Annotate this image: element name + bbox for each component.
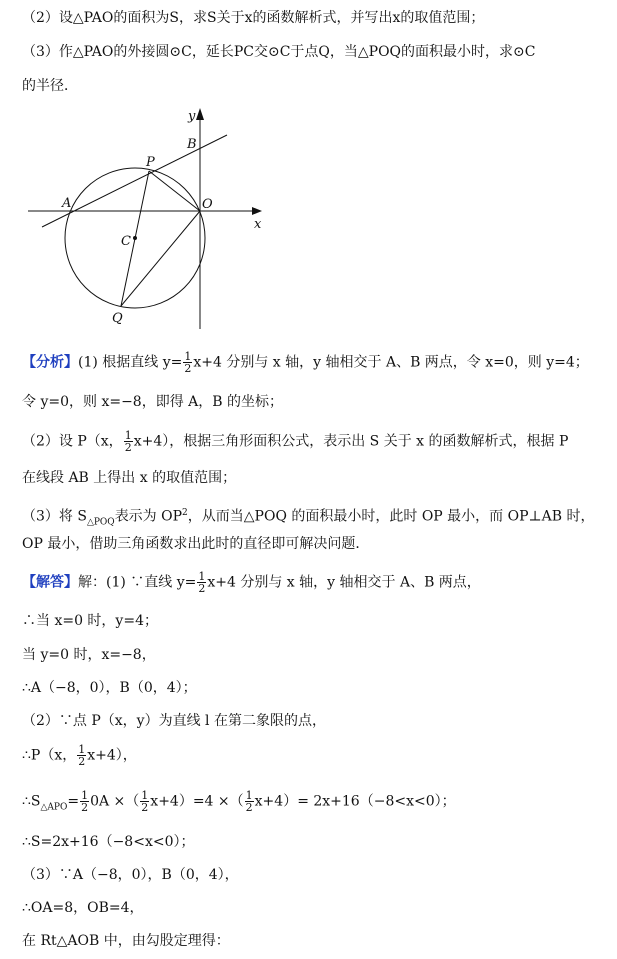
fraction-half: $\frac{1}{2}$ bbox=[184, 350, 192, 375]
y-axis-arrow bbox=[196, 108, 204, 120]
geometry-figure bbox=[22, 104, 278, 334]
label-b: B bbox=[187, 137, 197, 152]
analysis-line-2: 令 y=0，则 x=−8，即得 A，B 的坐标； bbox=[22, 394, 284, 410]
solution-line-11: 在 Rt△AOB 中，由勾股定理得： bbox=[22, 933, 230, 949]
label-p: P bbox=[146, 155, 155, 170]
analysis-line-4: 在线段 AB 上得出 x 的取值范围； bbox=[22, 470, 237, 486]
label-x: x bbox=[254, 217, 262, 232]
solution-line-9: （3）∵A（−8，0），B（0，4）， bbox=[22, 867, 239, 883]
label-o: O bbox=[202, 197, 213, 212]
analysis-line-6: OP 最小，借助三角函数求出此时的直径即可解决问题． bbox=[22, 536, 370, 552]
label-c: C bbox=[121, 234, 131, 249]
segment-po bbox=[149, 171, 200, 211]
analysis-line-5: （3）将 $S_{\triangle POQ}$表示为 $OP^2$，从而当△POQ 的面积最小时，此时 OP 最小，而 OP⊥AB 时， bbox=[22, 508, 595, 528]
question-part-2: （2）设△PAO的面积为S，求S关于x的函数解析式，并写出x的取值范围； bbox=[22, 10, 485, 26]
label-q: Q bbox=[112, 311, 123, 326]
analysis-line-3: （2）设 P（x， $\frac{1}{2}$ x+4），根据三角形面积公式，表示出 S 关于 x 的函数解析式，根据 P bbox=[22, 429, 569, 454]
line-ab bbox=[42, 135, 227, 227]
question-part-3: （3）作△PAO的外接圆⊙C，延长PC交⊙C于点Q，当△POQ的面积最小时，求⊙C bbox=[22, 44, 536, 60]
label-a: A bbox=[62, 196, 72, 211]
fraction-half: $\frac{1}{2}$ bbox=[245, 789, 253, 814]
solution-line-2: ∴当 x=0 时，y=4； bbox=[22, 613, 158, 629]
solution-line-6: ∴P（x， $\frac{1}{2}$ x+4）， bbox=[22, 743, 137, 768]
solution-line-8: ∴S=2x+16（−8<x<0）； bbox=[22, 834, 195, 850]
fraction-half: $\frac{1}{2}$ bbox=[141, 789, 149, 814]
analysis-line-1: 【分析】(1) 根据直线 y= $\frac{1}{2}$ x+4 分别与 x 轴，y 轴相交于 A、B 两点，令 x=0，则 y=4； bbox=[22, 350, 589, 375]
solution-line-3: 当 y=0 时，x=−8， bbox=[22, 647, 156, 663]
solution-line-10: ∴OA=8，OB=4， bbox=[22, 900, 144, 916]
solution-line-7: $\therefore S_{\triangle APO}=$ $\frac{1}{2}$ 0A ×（ $\frac{1}{2}$ x+4）=4 ×（ $\frac{1}{2}$ x+4）= 2x+16（−8<x<0）； bbox=[22, 789, 456, 814]
solution-tag: 【解答】 bbox=[22, 574, 78, 591]
label-y: y bbox=[188, 109, 196, 124]
solution-line-1: 【解答】解：(1) ∵直线 y= $\frac{1}{2}$ x+4 分别与 x 轴，y 轴相交于 A、B 两点， bbox=[22, 570, 481, 595]
fraction-half: $\frac{1}{2}$ bbox=[78, 743, 86, 768]
fraction-half: $\frac{1}{2}$ bbox=[81, 789, 89, 814]
x-axis-arrow bbox=[252, 207, 262, 215]
center-point-c bbox=[133, 236, 137, 240]
solution-line-4: ∴A（−8，0），B（0，4）； bbox=[22, 680, 197, 696]
fraction-half: $\frac{1}{2}$ bbox=[124, 429, 132, 454]
fraction-half: $\frac{1}{2}$ bbox=[198, 570, 206, 595]
analysis-tag: 【分析】 bbox=[22, 354, 78, 371]
segment-qo bbox=[121, 211, 200, 306]
solution-line-5: （2）∵点 P（x，y）为直线 l 在第二象限的点， bbox=[22, 713, 326, 729]
question-part-3-cont: 的半径． bbox=[22, 78, 78, 94]
